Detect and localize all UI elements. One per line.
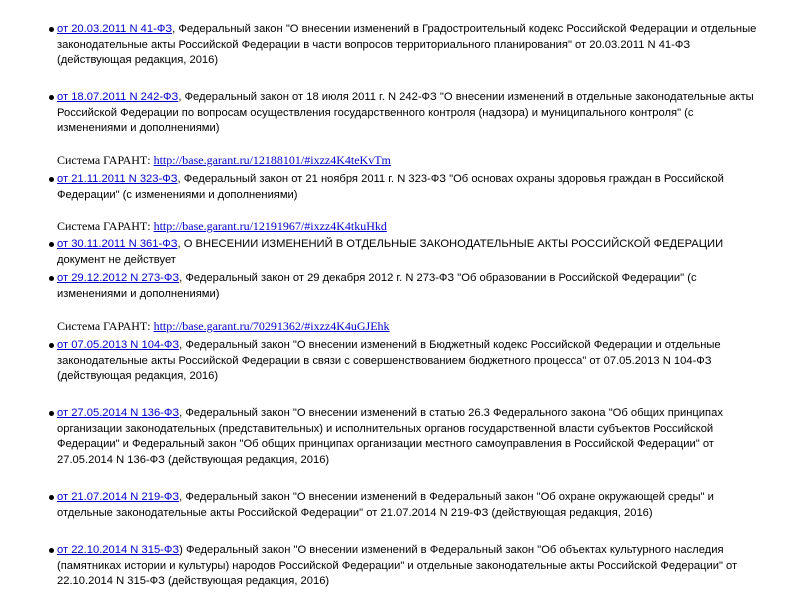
- law-description: , Федеральный закон "О внесении изменений в Градостроительный кодекс Российской Федерации и отдельные законодательные акты Российской Федерации в части вопросов территориального планирования" от 20.03.2011 N 41-ФЗ (действующая редакция, 2016): [57, 23, 757, 66]
- law-link[interactable]: от 29.12.2012 N 273-ФЗ: [57, 272, 180, 284]
- garant-label: Система ГАРАНТ:: [57, 319, 154, 333]
- list-item: [57, 237, 757, 268]
- law-link[interactable]: от 07.05.2013 N 104-ФЗ: [57, 339, 180, 351]
- law-description: , Федеральный закон от 21 ноября 2011 г. N 323-ФЗ "Об основах охраны здоровья граждан в Российской Федерации" (с изменениями и дополнениями): [57, 173, 724, 201]
- list-item: [57, 172, 757, 203]
- law-link[interactable]: от 30.11.2011 N 361-ФЗ: [57, 238, 178, 250]
- garant-reference: [57, 319, 757, 335]
- law-description: , Федеральный закон от 29 декабря 2012 г. N 273-ФЗ "Об образовании в Российской Федерации" (с изменениями и дополнениями): [57, 272, 697, 300]
- bullet: [49, 548, 54, 553]
- bullet: [49, 95, 54, 100]
- law-link[interactable]: от 20.03.2011 N 41-ФЗ: [57, 23, 173, 35]
- bullet: [49, 177, 54, 182]
- list-item: [57, 406, 757, 468]
- list-item: [57, 543, 757, 590]
- law-link[interactable]: от 21.11.2011 N 323-ФЗ: [57, 173, 178, 185]
- bullet: [49, 411, 54, 416]
- garant-label: Система ГАРАНТ:: [57, 219, 154, 233]
- law-link[interactable]: от 22.10.2014 N 315-ФЗ: [57, 544, 180, 556]
- law-link[interactable]: от 27.05.2014 N 136-ФЗ: [57, 407, 180, 419]
- garant-link[interactable]: http://base.garant.ru/12188101/#ixzz4K4teKvTm: [153, 153, 391, 167]
- law-description: , О ВНЕСЕНИИ ИЗМЕНЕНИЙ В ОТДЕЛЬНЫЕ ЗАКОНОДАТЕЛЬНЫЕ АКТЫ РОССИЙСКОЙ ФЕДЕРАЦИИ документ не действует: [57, 238, 724, 266]
- garant-link[interactable]: http://base.garant.ru/70291362/#ixzz4K4uGJEhk: [153, 319, 390, 333]
- law-description: , Федеральный закон "О внесении изменений в статью 26.3 Федерального закона "Об общих принципах организации законодательных (представительных) и исполнительных органов государственной власти субъектов Российской Федерации" и Федеральный закон "Об общих принципах организации местного самоуправления в Российской Федерации" от 27.05.2014 N 136-ФЗ (действующая редакция, 2016): [57, 407, 723, 466]
- law-link[interactable]: от 18.07.2011 N 242-ФЗ: [57, 91, 179, 103]
- law-description: , Федеральный закон "О внесении изменений в Федеральный закон "Об охране окружающей среды" и отдельные законодательные акты Российской Федерации" от 21.07.2014 N 219-ФЗ (действующая редакция, 2016): [57, 491, 714, 519]
- law-description: ) Федеральный закон "О внесении изменений в Федеральный закон "Об объектах культурного наследия (памятниках истории и культуры) народов Российской Федерации" и отдельные законодательные акты Российской Федерации" от 22.10.2014 N 315-ФЗ (действующая редакция, 2016): [57, 544, 738, 587]
- bullet: [49, 276, 54, 281]
- law-description: , Федеральный закон "О внесении изменений в Бюджетный кодекс Российской Федерации и отдельные законодательные акты Российской Федерации в связи с совершенствованием бюджетного процесса" от 07.05.2013 N 104-ФЗ (действующая редакция, 2016): [57, 339, 721, 382]
- garant-label: Система ГАРАНТ:: [57, 153, 154, 167]
- bullet: [49, 343, 54, 348]
- list-item: [57, 22, 757, 69]
- law-link[interactable]: от 21.07.2014 N 219-ФЗ: [57, 491, 180, 503]
- garant-reference: [57, 219, 757, 235]
- bullet: [49, 242, 54, 247]
- garant-link[interactable]: http://base.garant.ru/12191967/#ixzz4K4tkuHkd: [153, 219, 387, 233]
- list-item: [57, 490, 757, 521]
- bullet: [49, 27, 54, 32]
- law-description: , Федеральный закон от 18 июля 2011 г. N 242-ФЗ "О внесении изменений в отдельные законодательные акты Российской Федерации по вопросам осуществления государственного контроля (надзора) и муниципального контроля" (с изменениями и дополнениями): [57, 91, 754, 134]
- list-item: [57, 338, 757, 385]
- list-item: [57, 271, 757, 302]
- garant-reference: [57, 153, 757, 169]
- bullet: [49, 495, 54, 500]
- list-item: [57, 90, 757, 137]
